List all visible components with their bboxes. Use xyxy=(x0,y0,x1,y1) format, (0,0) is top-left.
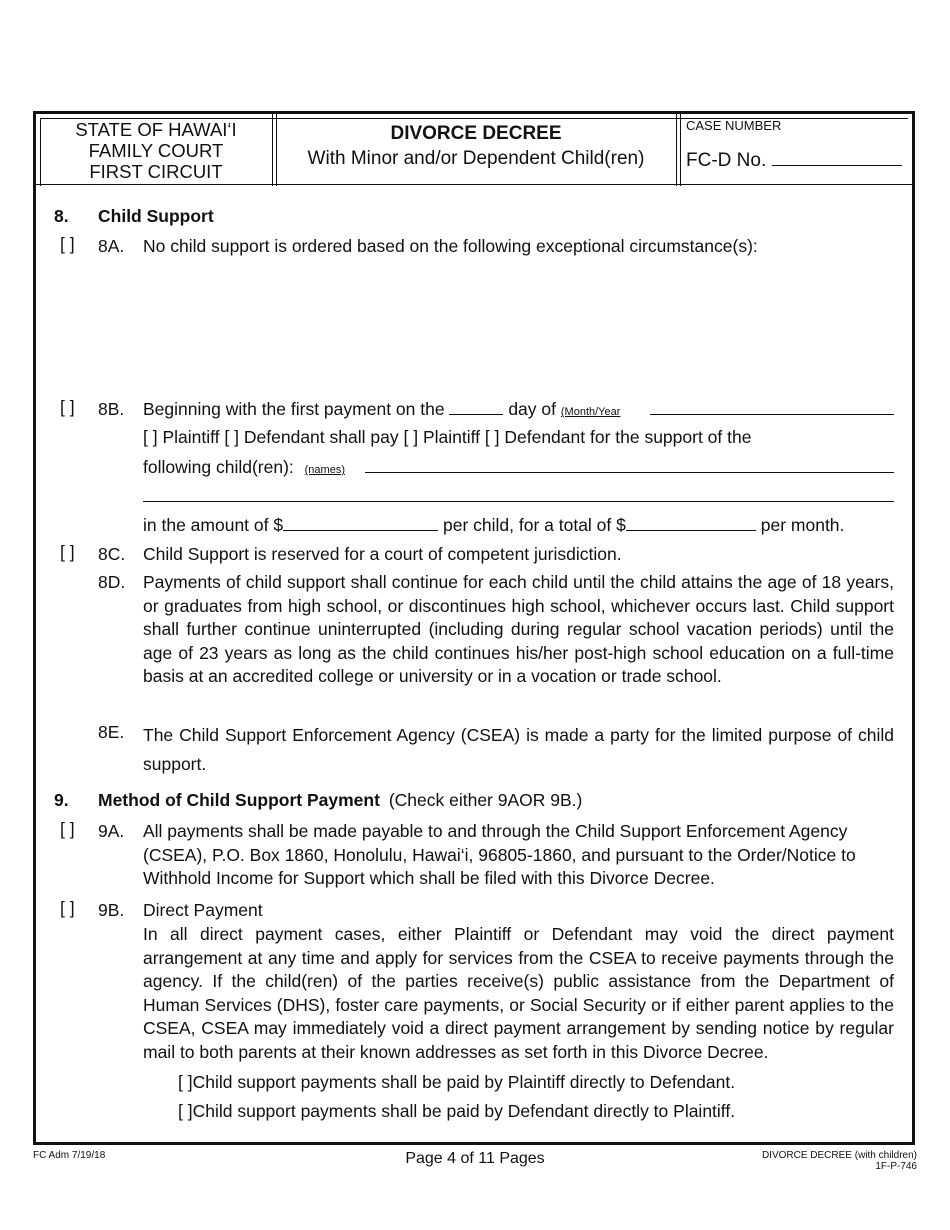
checkbox-payee-defendant[interactable]: [ ] xyxy=(484,427,500,447)
month-year-hint: (Month/Year xyxy=(560,406,621,418)
case-prefix: FC-D No. xyxy=(686,150,767,171)
checkbox-8b[interactable]: [ ] xyxy=(60,397,75,417)
total-amount-blank[interactable] xyxy=(626,514,756,531)
checkbox-8c[interactable]: [ ] xyxy=(60,542,75,562)
option-defendant-pays xyxy=(178,1100,735,1123)
checkbox-payee-plaintiff[interactable]: [ ] xyxy=(403,427,419,447)
checkbox-defendant-pays[interactable]: [ ] xyxy=(178,1101,193,1121)
court-line2: FAMILY COURT xyxy=(88,140,224,161)
option-defendant-pays-label: Child support payments shall be paid by Defendant directly to Plaintiff. xyxy=(192,1101,736,1121)
item-8e-text: The Child Support Enforcement Agency (CSEA) is made a party for the limited purpose of child support. xyxy=(143,725,894,774)
document-title: DIVORCE DECREE xyxy=(390,123,562,144)
amount-text3: per month. xyxy=(760,515,845,535)
item-8b-id: 8B. xyxy=(98,399,125,419)
item-8c-id: 8C. xyxy=(98,544,126,564)
item-8c-text: Child Support is reserved for a court of competent jurisdiction. xyxy=(143,544,622,564)
checkbox-payer-plaintiff[interactable]: [ ] xyxy=(143,427,158,447)
header-bottom-rule xyxy=(36,184,912,185)
per-child-amount-blank[interactable] xyxy=(283,514,438,531)
checkbox-9b[interactable]: [ ] xyxy=(60,898,75,918)
checkbox-8a[interactable]: [ ] xyxy=(60,234,75,254)
option-plaintiff-pays xyxy=(178,1071,735,1094)
amount-text2: per child, for a total of $ xyxy=(442,515,626,535)
children-label: following child(ren): xyxy=(143,457,294,477)
children-line xyxy=(143,456,345,482)
section-8-number: 8. xyxy=(54,206,69,226)
payer-payee-line xyxy=(143,426,751,449)
payee-plaintiff-label: Plaintiff xyxy=(422,427,481,447)
footer-form-number: 1F-P-746 xyxy=(875,1161,917,1172)
payer-plaintiff-label: Plaintiff xyxy=(162,427,220,447)
checkbox-plaintiff-pays[interactable]: [ ] xyxy=(178,1072,193,1092)
children-names-blank-2[interactable] xyxy=(143,501,894,502)
amount-line xyxy=(143,514,844,537)
item-8b-text1: Beginning with the first payment on the xyxy=(143,399,445,419)
item-9a-id: 9A. xyxy=(98,821,125,841)
page-number: Page 4 of 11 Pages xyxy=(405,1150,545,1167)
footer-doc-name: DIVORCE DECREE (with children) xyxy=(761,1150,917,1161)
item-9b-id: 9B. xyxy=(98,900,125,920)
children-names-blank[interactable] xyxy=(365,472,894,473)
item-8d-id: 8D. xyxy=(98,572,126,592)
item-8a-text: No child support is ordered based on the following exceptional circumstance(s): xyxy=(143,236,758,256)
court-line1: STATE OF HAWAI‘I xyxy=(75,119,237,140)
footer-form-id xyxy=(762,1150,917,1172)
document-subtitle: With Minor and/or Dependent Child(ren) xyxy=(307,148,645,169)
header-divider xyxy=(272,114,273,186)
month-year-blank[interactable] xyxy=(650,414,894,415)
court-line3: FIRST CIRCUIT xyxy=(89,161,223,182)
item-9b-title: Direct Payment xyxy=(143,900,263,920)
document-title-block xyxy=(276,122,676,172)
case-number-label: CASE NUMBER xyxy=(686,118,782,133)
item-9a-text: All payments shall be made payable to and through the Child Support Enforcement Agency (CSEA), P.O. Box 1860, Honolulu, Hawai‘i, 96805-1860, and pursuant to the Order/Notice to Withhold Income for Support which shall be filed with this Divorce Decree. xyxy=(143,821,856,888)
item-8e-id: 8E. xyxy=(98,722,125,742)
checkbox-9a[interactable]: [ ] xyxy=(60,819,75,839)
section-9-number: 9. xyxy=(54,790,69,810)
section-9-heading xyxy=(98,789,582,812)
item-8a-id: 8A. xyxy=(98,236,125,256)
item-8b-line1 xyxy=(143,398,620,424)
item-8b-text2: day of xyxy=(508,399,557,419)
section-9-note: (Check either 9AOR 9B.) xyxy=(388,790,583,810)
payee-defendant-label: Defendant for the support of the xyxy=(504,427,752,447)
case-number-field[interactable] xyxy=(686,150,902,172)
section-8-title: Child Support xyxy=(98,206,214,226)
footer-form-code: FC Adm 7/19/18 xyxy=(33,1150,106,1161)
checkbox-payer-defendant[interactable]: [ ] xyxy=(224,427,240,447)
item-8d-text: Payments of child support shall continue for each child until the child attains the age of 18 years, or graduates from high school, or discontinues high school, whichever occurs last. Child support shall further continue uninterrupted (including during regular school vacation periods) until the age of 23 years as long as the child continues his/her post-high school education on a full-time basis at an accredited college or university or in a vocation or trade school. xyxy=(143,572,894,686)
case-number-blank[interactable] xyxy=(772,150,902,166)
section-9-title: Method of Child Support Payment xyxy=(98,790,380,810)
court-name xyxy=(40,119,272,182)
names-hint: (names) xyxy=(304,464,345,476)
payer-defendant-label: Defendant shall pay xyxy=(243,427,399,447)
header-divider xyxy=(676,114,677,186)
item-9b-text: In all direct payment cases, either Plaintiff or Defendant may void the direct payment arrangement at any time and apply for services from the CSEA to receive payments through the agency. If the child(ren) of the parties receive(s) public assistance from the Department of Human Services (DHS), foster care payments, or Social Security or if either parent applies to the CSEA, CSEA may immediately void a direct payment arrangement by sending notice by regular mail to both parents at their known addresses as set forth in this Divorce Decree. xyxy=(143,924,894,1062)
option-plaintiff-pays-label: Child support payments shall be paid by Plaintiff directly to Defendant. xyxy=(192,1072,736,1092)
header-divider xyxy=(680,114,681,186)
amount-text1: in the amount of $ xyxy=(143,515,284,535)
day-blank[interactable] xyxy=(449,398,503,415)
